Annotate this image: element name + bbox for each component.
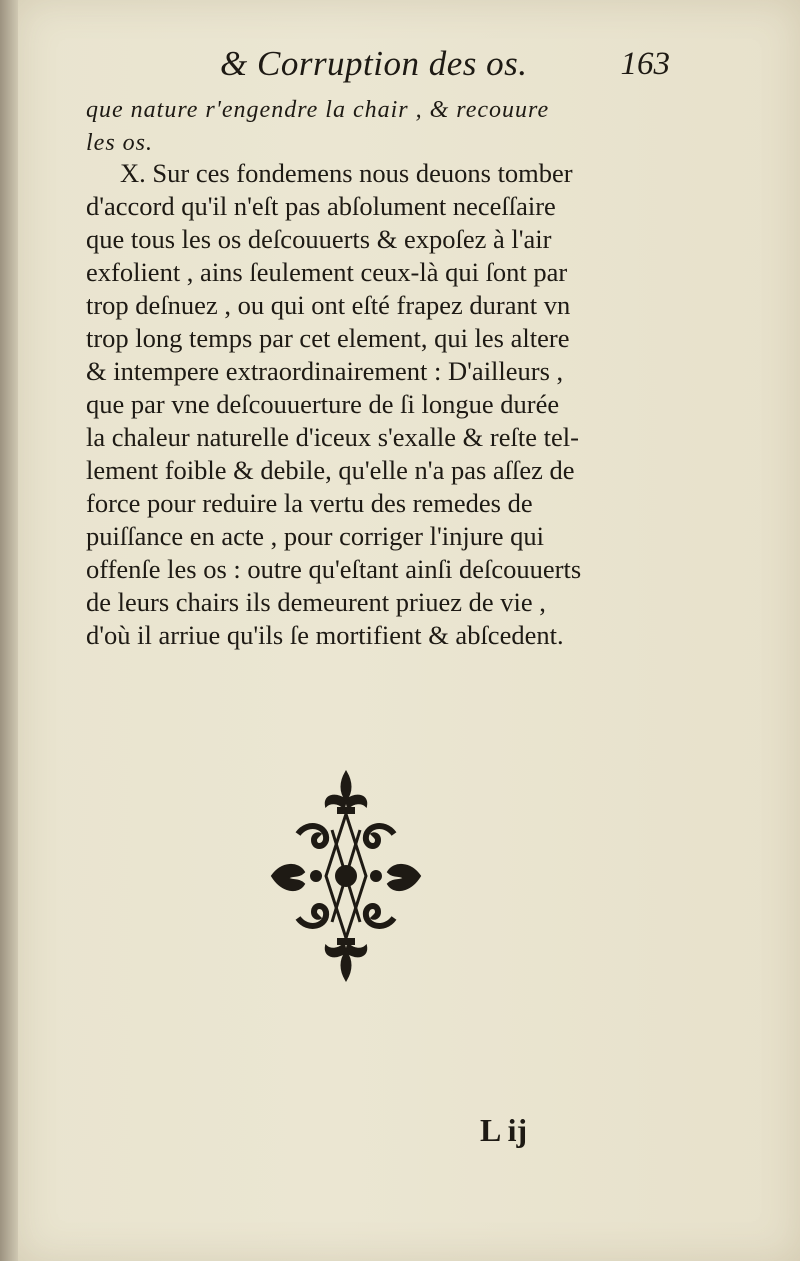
text-line: puiſſance en acte , pour corriger l'injure qui: [86, 521, 545, 551]
text-line: que par vne deſcouuerture de ſi longue durée: [86, 389, 560, 419]
page-gutter: [0, 0, 18, 1261]
carried-over-text: [86, 94, 672, 160]
text-line: force pour reduire la vertu des remedes de: [86, 488, 533, 518]
signature-mark: L ij: [480, 1112, 528, 1148]
text-line: lement foible & debile, qu'elle n'a pas aſſez de: [86, 455, 575, 485]
page-number: 163: [620, 46, 670, 82]
text-line: les os.: [86, 130, 153, 156]
text-line: trop long temps par cet element, qui les altere: [86, 323, 570, 353]
text-line: X. Sur ces fondemens nous deuons tomber: [120, 158, 573, 188]
text-line: exfolient , ains ſeulement ceux-là qui ſont par: [86, 257, 568, 287]
text-line: offenſe les os : outre qu'eſtant ainſi deſcouuerts: [86, 554, 582, 584]
text-line: de leurs chairs ils demeurent priuez de vie ,: [86, 587, 546, 617]
text-line: d'accord qu'il n'eſt pas abſolument neceſſaire: [86, 191, 556, 221]
text-line: trop deſnuez , ou qui ont eſté frapez durant vn: [86, 290, 571, 320]
running-title: & Corruption des os.: [220, 44, 528, 83]
text-line: & intempere extraordinairement : D'ailleurs ,: [86, 356, 564, 386]
fleuron-icon: [268, 770, 424, 982]
text-line: que nature r'engendre la chair , & recouure: [86, 97, 550, 123]
text-line: que tous les os deſcouuerts & expoſez à l'air: [86, 224, 552, 254]
paragraph-x: [86, 157, 672, 652]
text-line: la chaleur naturelle d'iceux s'exalle & reſte tel-: [86, 422, 579, 452]
page-header: [200, 44, 670, 88]
text-line: d'où il arriue qu'ils ſe mortifient & abſcedent.: [86, 620, 564, 650]
